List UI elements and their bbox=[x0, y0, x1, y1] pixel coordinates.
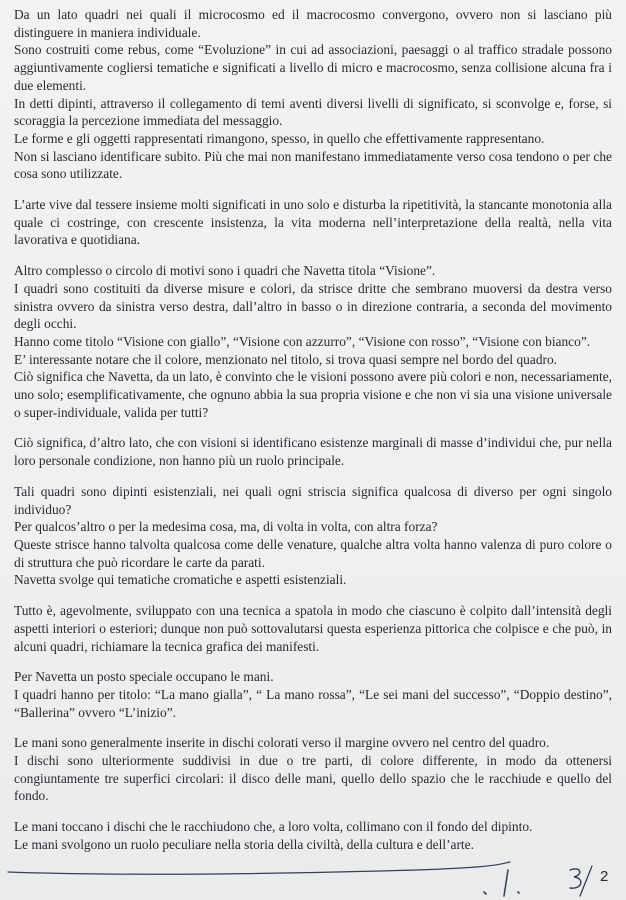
paragraph-6 bbox=[14, 602, 612, 655]
paragraph-3 bbox=[14, 262, 612, 421]
text-line: E’ interessante notare che il colore, menzionato nel titolo, si trova quasi sempre nel bordo del quadro. bbox=[14, 351, 558, 367]
text-line: I dischi sono ulteriormente suddivisi in due o tre parti, di colore differente, in modo da ottenersi congiuntamente tre superfici circolari: il disco delle mani, quello dello spazio che le racchiude e quello del fondo. bbox=[14, 753, 612, 804]
text-line: Le mani svolgono un ruolo peculiare nella storia della civiltà, della cultura e dell’arte. bbox=[14, 836, 474, 852]
paragraph-7 bbox=[14, 668, 612, 721]
text-line: Navetta svolge qui tematiche cromatiche e aspetti esistenziali. bbox=[14, 572, 347, 588]
text-line: Ciò significa che Navetta, da un lato, è convinto che le visioni possono avere più colori e non, necessariamente, uno solo; esemplificativamente, che ognuno abbia la sua propria visione e che non vi sia una visione universale o super-individuale, valida per tutti? bbox=[14, 369, 612, 420]
text-line: Le forme e gli oggetti rappresentati rimangono, spesso, in quello che effettivamente rappresentano. bbox=[14, 130, 545, 146]
text-line: L’arte vive dal tessere insieme molti significati in uno solo e disturba la ripetitività, la stancante monotonia alla quale ci costringe, con crescente insistenza, la vita moderna nell’interpretazione della realtà, nella vita lavorativa e quotidiana. bbox=[14, 197, 612, 248]
handwritten-page-mark bbox=[470, 862, 620, 900]
text-line: Per qualcos’altro o per la medesima cosa, ma, di volta in volta, con altra forza? bbox=[14, 519, 438, 535]
paragraph-8 bbox=[14, 734, 612, 805]
text-line: Sono costruiti come rebus, come “Evoluzione” in cui ad associazioni, paesaggi o al traffico stradale possono aggiuntivamente cogliersi tematiche e significati a livello di micro e macrocosmo, senza collisione alcuna fra i due elementi. bbox=[14, 42, 612, 93]
text-line: I quadri hanno per titolo: “La mano gialla”, “ La mano rossa”, “Le sei mani del successo”, “Doppio destino”, “Ballerina” ovvero “L’inizio”. bbox=[14, 686, 612, 720]
paragraph-2 bbox=[14, 196, 612, 249]
text-line: Da un lato quadri nei quali il microcosmo ed il macrocosmo convergono, ovvero non si lasciano più distinguere in maniera individuale. bbox=[14, 7, 612, 40]
text-line: Queste strisce hanno talvolta qualcosa come delle venature, qualche altra volta hanno valenza di puro colore o di struttura che può ricordare le carte da parati. bbox=[14, 536, 612, 570]
text-line: Non si lasciano identificare subito. Più che mai non manifestano immediatamente verso cosa tendono o per che cosa sono utilizzate. bbox=[14, 148, 612, 182]
text-line: I quadri sono costituiti da diverse misure e colori, da strisce dritte che sembrano muoversi da destra verso sinistra ovvero da sinistra verso destra, dall’altro in basso o in direzione contraria, a seconda del movimento degli occhi. bbox=[14, 280, 612, 332]
text-line: Le mani toccano i dischi che le racchiudono che, a loro volta, collimano con il fondo del dipinto. bbox=[14, 819, 533, 835]
text-line: Altro complesso o circolo di motivi sono i quadri che Navetta titola “Visione”. bbox=[14, 263, 436, 279]
text-line: Hanno come titolo “Visione con giallo”, “Visione con azzurro”, “Visione con rosso”, “Visione con bianco”. bbox=[14, 333, 591, 349]
paragraph-5 bbox=[14, 483, 612, 589]
text-line: Tutto è, agevolmente, sviluppato con una tecnica a spatola in modo che ciascuno è colpito dall’intensità degli aspetti interiori o esteriori; dunque non può sottovalutarsi questa esperienza pittorica che colpisce e che può, in alcuni quadri, richiamare la tecnica grafica dei manifesti. bbox=[14, 603, 612, 654]
paragraph-4 bbox=[14, 434, 612, 469]
paragraph-9 bbox=[14, 818, 612, 853]
text-line: In detti dipinti, attraverso il collegamento di temi aventi diversi livelli di significato, si sconvolge e, forse, si scoraggia la percezione immediata del messaggio. bbox=[14, 95, 612, 129]
paragraph-1 bbox=[14, 6, 612, 183]
text-line: Per Navetta un posto speciale occupano le mani. bbox=[14, 669, 274, 685]
text-line: Ciò significa, d’altro lato, che con visioni si identificano esistenze marginali di masse d’individui che, pur nella loro personale condizione, non hanno più un ruolo principale. bbox=[14, 435, 612, 469]
text-line: Le mani sono generalmente inserite in dischi colorati verso il margine ovvero nel centro del quadro. bbox=[14, 735, 550, 751]
text-line: Tali quadri sono dipinti esistenziali, nei quali ogni striscia significa qualcosa di diverso per ogni singolo individuo? bbox=[14, 483, 612, 517]
page-number: 2 bbox=[600, 868, 609, 885]
